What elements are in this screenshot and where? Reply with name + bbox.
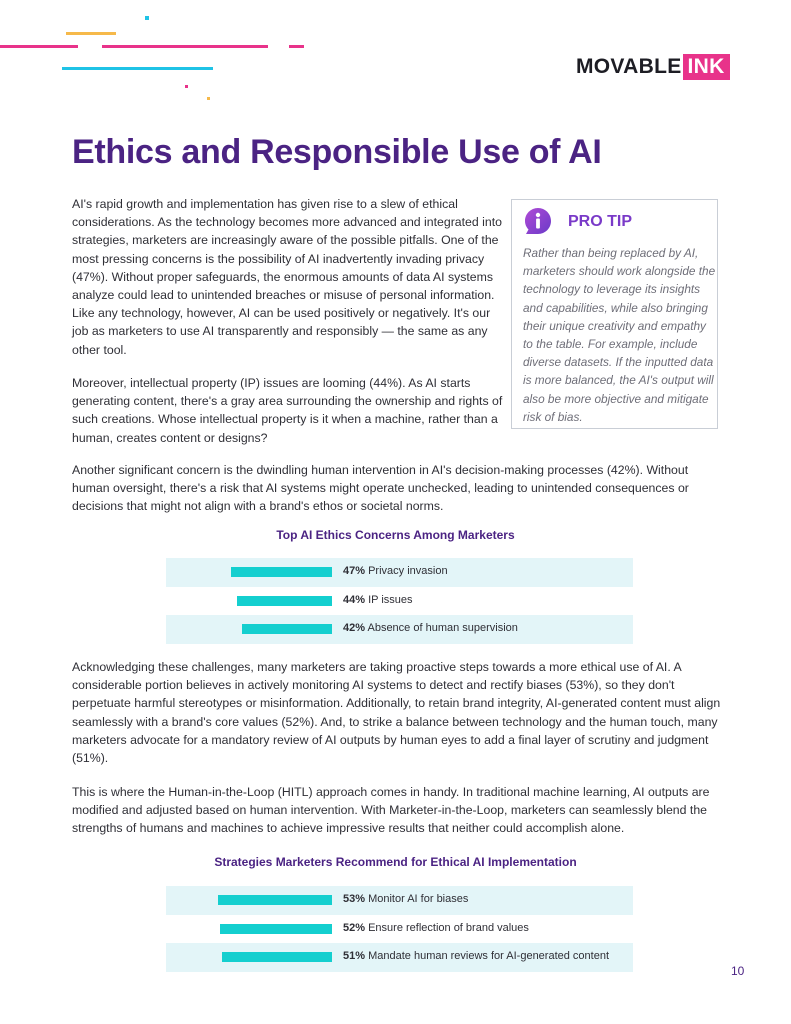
chart-2-bar — [222, 952, 332, 962]
paragraph-2: Moreover, intellectual property (IP) issues are looming (44%). As AI starts generating content, there's a gray area surrounding the ownership and rights of such creations. Whose intellectual property is it when a machine, rather than a human, creates content or designs? — [72, 376, 503, 445]
chart-1-value: 44% — [343, 593, 366, 606]
chart-1-label — [343, 594, 413, 606]
page-number: 10 — [731, 964, 745, 978]
decor-dot-yellow — [207, 97, 210, 100]
paragraph-5: This is where the Human-in-the-Loop (HITL) approach comes in handy. In traditional machine learning, AI outputs are modified and adjusted based on human intervention. With Marketer-in-the-Loop, marketers can seamlessly blend the strengths of humans and machines to achieve impressive results that neither could accomplish alone. — [72, 785, 710, 836]
chart-2-row — [166, 886, 633, 915]
chart-2-label — [343, 950, 609, 962]
chart-2-value: 53% — [343, 893, 366, 905]
chart-1-category: Absence of human supervision — [367, 622, 518, 634]
chart-2-label — [343, 922, 529, 934]
pro-tip-text: Rather than being replaced by AI, marketers should work alongside the technology to leverage its insights and capabilities, while also bringing their unique creativity and empathy to the table. For example, include diverse datasets. If the inputted data is more balanced, the AI's output will also be more objective and mitigate risk of bias. — [523, 246, 716, 424]
chart-2-bar — [218, 895, 332, 905]
chart-2-category: Mandate human reviews for AI-generated content — [368, 950, 610, 962]
chart-1-bar — [231, 567, 332, 577]
logo-badge: INK — [683, 54, 730, 80]
chart-1-bar — [242, 624, 332, 634]
chart-1-label — [343, 622, 518, 634]
pro-tip-title: PRO TIP — [568, 213, 633, 230]
chart-2-bar — [220, 924, 332, 934]
chart-2-label — [343, 893, 468, 905]
chart-2-category: Ensure reflection of brand values — [368, 921, 529, 934]
chart-1-category: Privacy invasion — [368, 565, 448, 577]
chart-1-row — [166, 615, 633, 644]
decor-line-pink-3 — [289, 45, 304, 48]
decor-line-yellow — [66, 32, 116, 35]
chart-1-bar — [237, 596, 332, 606]
decor-line-pink-2 — [102, 45, 268, 48]
paragraph-3: Another significant concern is the dwindling human intervention in AI's decision-making processes (42%). Without human oversight, there's a risk that AI systems might operate unchecked, leading to unintended consequences or decisions that might not align with a brand's ethos or societal norms. — [72, 463, 689, 514]
chart-2-value: 52% — [343, 921, 366, 934]
info-icon — [524, 207, 552, 235]
chart-1-value: 42% — [343, 622, 366, 634]
chart-2-category: Monitor AI for biases — [368, 893, 469, 905]
decor-line-cyan — [62, 67, 213, 70]
chart-2-value: 51% — [343, 950, 366, 962]
chart-1-row — [166, 558, 633, 587]
chart-1-title: Top AI Ethics Concerns Among Marketers — [276, 528, 515, 542]
paragraph-1: AI's rapid growth and implementation has given rise to a slew of ethical considerations. As the technology becomes more advanced and integrated into strategies, marketers are increasingly aware of the possible pitfalls. One of the most pressing concerns is the possibility of AI inadvertently invading privacy (47%). Without proper safeguards, the enormous amounts of data AI systems analyze could lead to unintended breaches or misuse of personal information. Like any technology, however, AI can be used positively or negatively. It's our job as marketers to use AI transparently and responsibly — the same as any other tool. — [72, 197, 502, 357]
decor-dot-cyan — [145, 16, 149, 20]
chart-2-title: Strategies Marketers Recommend for Ethical AI Implementation — [214, 855, 577, 869]
chart-2 — [166, 886, 633, 972]
logo-text: MOVABLE — [576, 55, 682, 78]
chart-1-row — [166, 587, 633, 616]
decor-dot-pink — [185, 85, 188, 88]
chart-2-row — [166, 943, 633, 972]
decor-line-pink-1 — [0, 45, 78, 48]
page-title: Ethics and Responsible Use of AI — [72, 133, 602, 171]
chart-1 — [166, 558, 633, 644]
chart-1-label — [343, 565, 448, 577]
paragraph-4: Acknowledging these challenges, many marketers are taking proactive steps towards a more ethical use of AI. A considerable portion believes in actively monitoring AI systems to detect and rectify biases (53%), so they don't perpetuate harmful stereotypes or misinformation. Additionally, to retain brand integrity, AI-generated content must align seamlessly with a brand's core values (52%). And, to strike a balance between technology and the human touch, many marketers advocate for a mandatory review of AI outputs by human eyes to add a final layer of scrutiny and judgment (51%). — [72, 660, 721, 766]
chart-2-row — [166, 915, 633, 944]
chart-1-value: 47% — [343, 565, 366, 577]
pro-tip-box — [511, 199, 718, 429]
brand-logo — [576, 53, 730, 81]
chart-1-category: IP issues — [368, 593, 413, 606]
